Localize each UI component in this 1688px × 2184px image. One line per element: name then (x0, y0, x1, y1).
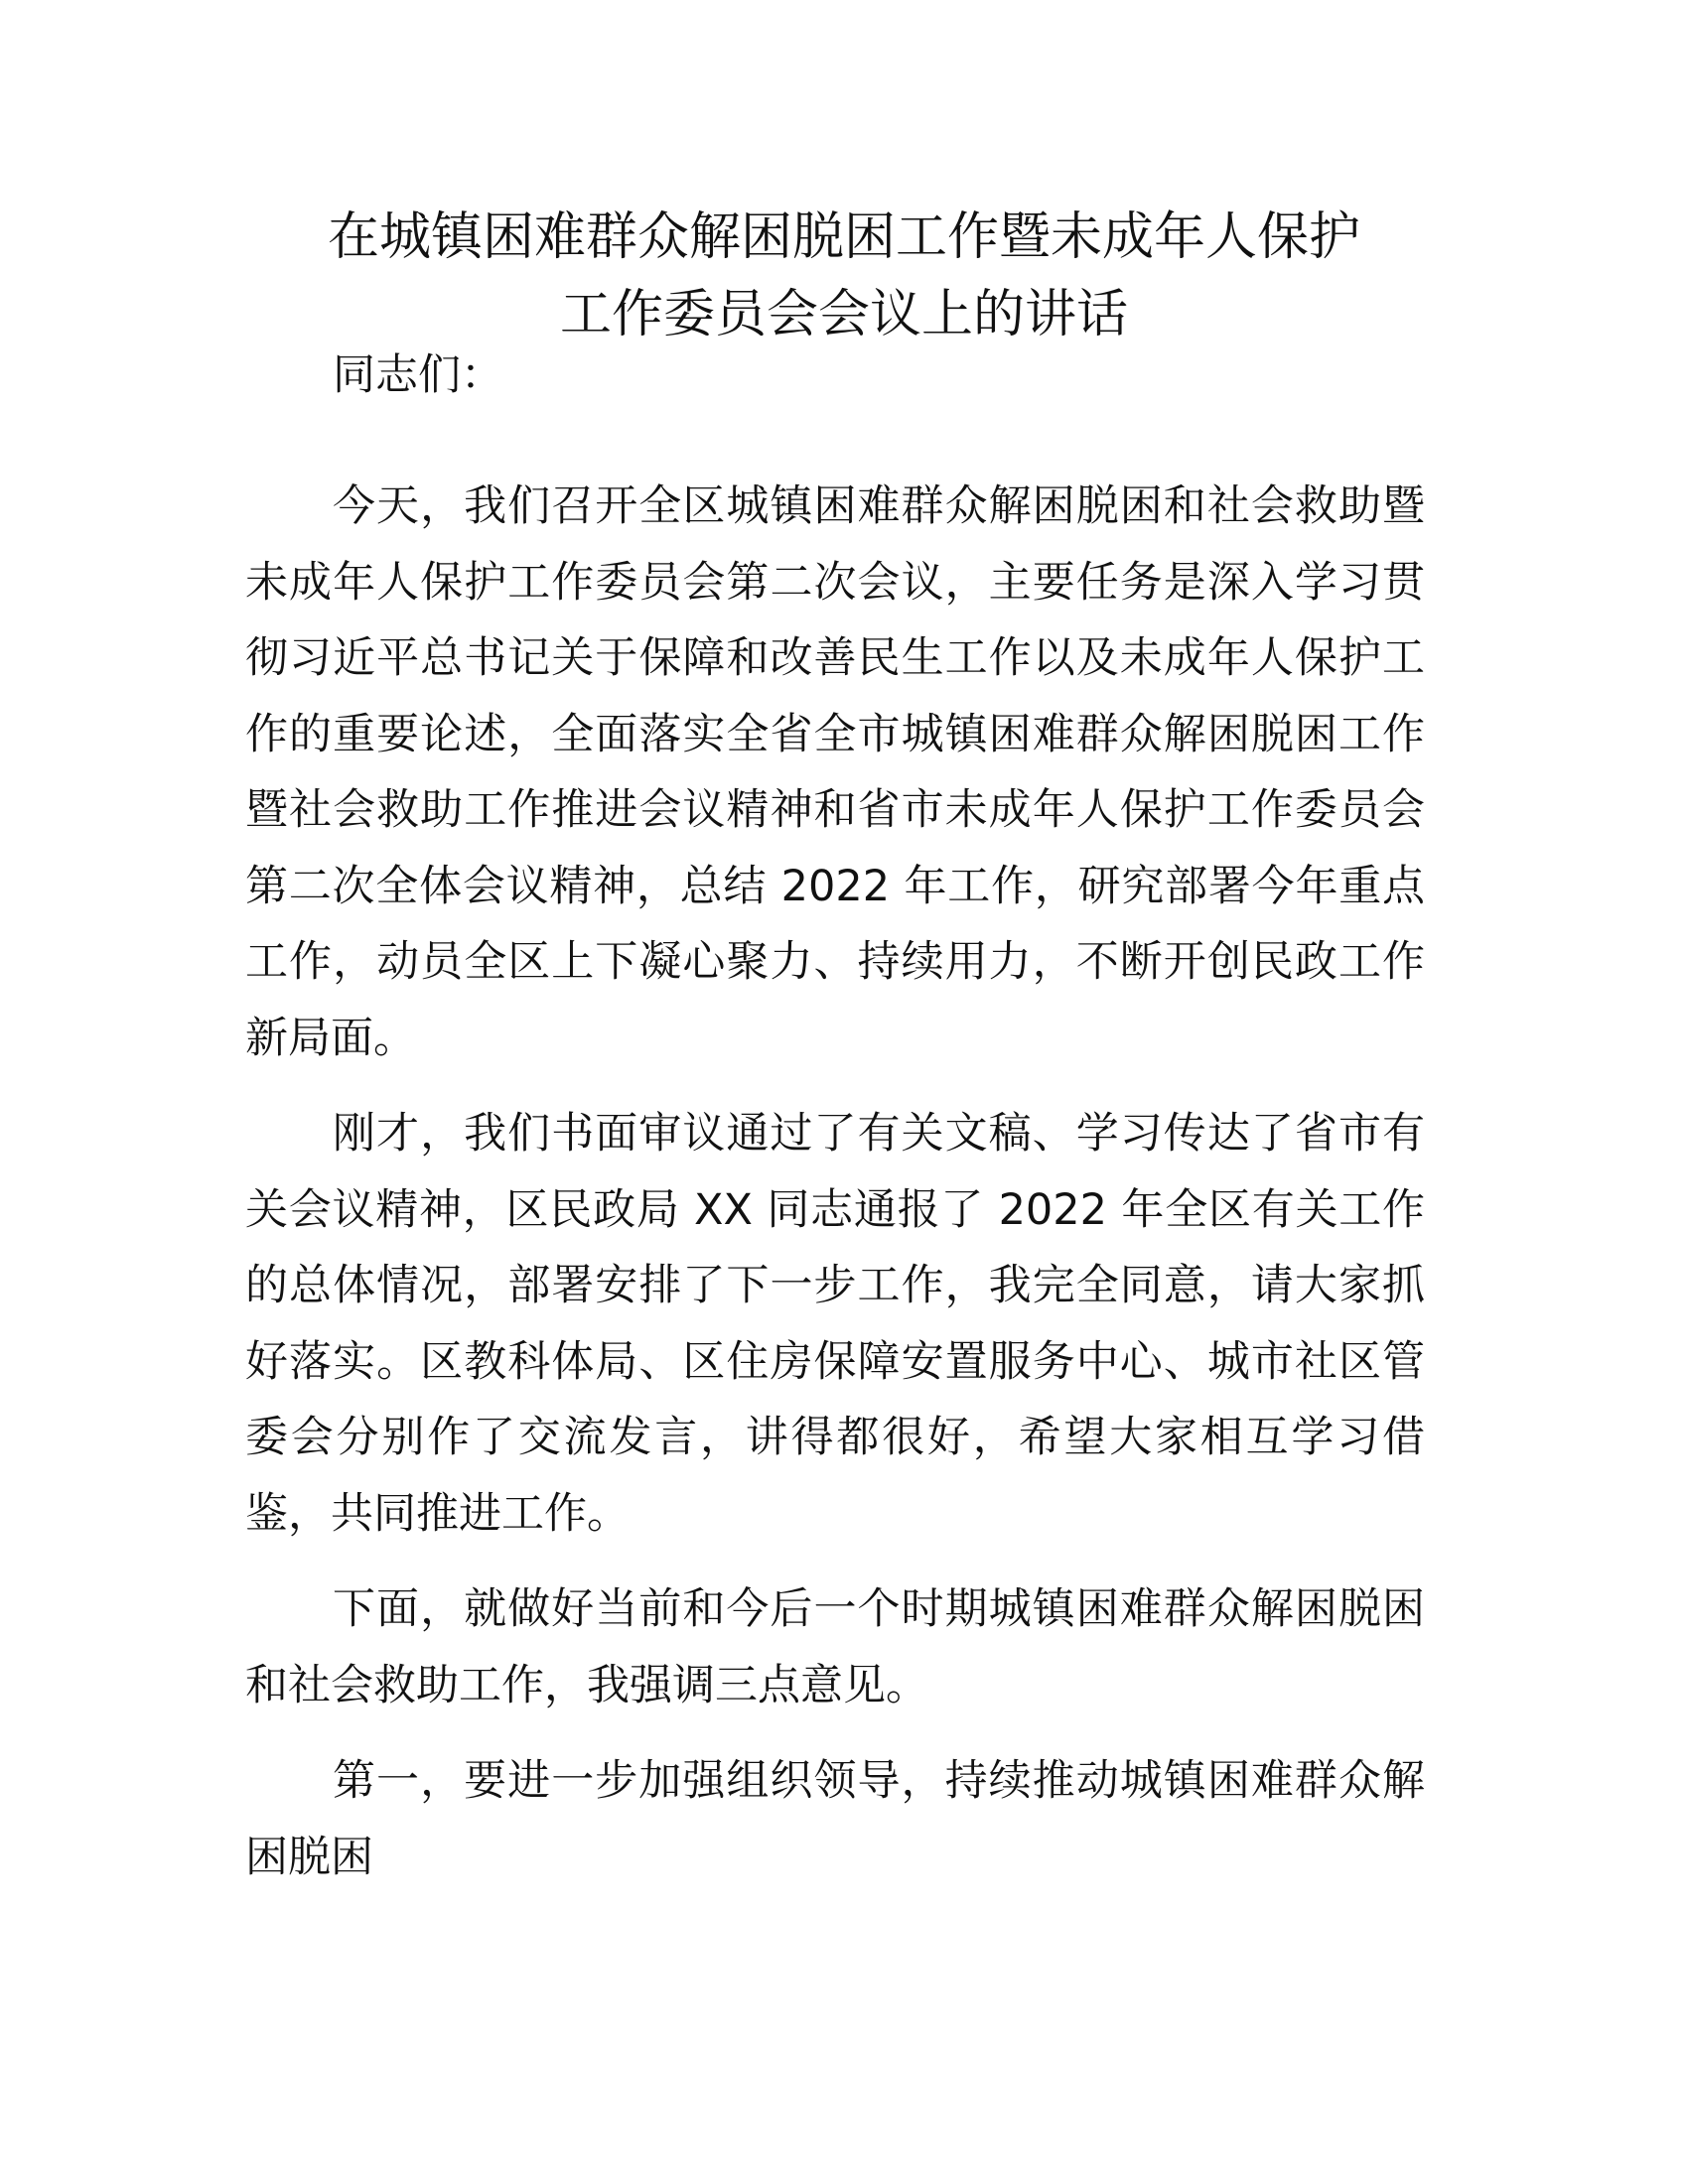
paragraph (245, 469, 1425, 1076)
title-line: 在城镇困难群众解困脱困工作暨未成年人保护 (327, 207, 1360, 267)
document-body (245, 338, 1425, 1915)
paragraph-line: 新局面。 (245, 1013, 416, 1063)
title-line: 工作委员会会议上的讲话 (559, 285, 1128, 344)
paragraph-line: 彻习近平总书记关于保障和改善民生工作以及未成年人保护工 (245, 633, 1425, 683)
paragraph-line: 未成年人保护工作委员会第二次会议，主要任务是深入学习贯 (245, 557, 1425, 608)
paragraph-line: 委会分别作了交流发言，讲得都很好，希望大家相互学习借 (245, 1413, 1425, 1462)
paragraph-line: 鉴，共同推进工作。 (245, 1488, 630, 1539)
paragraph-line: 的总体情况，部署安排了下一步工作，我完全同意，请大家抓 (245, 1261, 1425, 1310)
paragraph-line: 好落实。区教科体局、区住房保障安置服务中心、城市社区管 (245, 1336, 1425, 1387)
paragraph-line: 下面，就做好当前和今后一个时期城镇困难群众解困脱困 (333, 1584, 1425, 1634)
paragraph-line: 第二次全体会议精神，总结 2022 年工作，研究部署今年重点 (245, 861, 1425, 911)
paragraph (245, 1743, 1425, 1895)
paragraph-line: 和社会救助工作，我强调三点意见。 (245, 1660, 928, 1710)
paragraph-line: 第一，要进一步加强组织领导，持续推动城镇困难群众解 (333, 1756, 1425, 1806)
salutation: 同志们： (333, 350, 503, 400)
paragraph-line: 刚才，我们书面审议通过了有关文稿、学习传达了省市有 (333, 1109, 1425, 1159)
paragraph-line: 暨社会救助工作推进会议精神和省市未成年人保护工作委员会 (245, 785, 1425, 835)
paragraph (245, 1096, 1425, 1552)
paragraph-line: 关会议精神，区民政局 XX 同志通报了 2022 年全区有关工作 (245, 1184, 1425, 1235)
paragraph-line: 作的重要论述，全面落实全省全市城镇困难群众解困脱困工作 (245, 709, 1425, 759)
paragraph-line: 困脱困 (245, 1832, 373, 1882)
paragraph-line: 工作，动员全区上下凝心聚力、持续用力，不断开创民政工作 (245, 937, 1425, 987)
paragraph (245, 1571, 1425, 1723)
document-title (199, 199, 1489, 353)
paragraph-line: 今天，我们召开全区城镇困难群众解困脱困和社会救助暨 (333, 481, 1425, 531)
